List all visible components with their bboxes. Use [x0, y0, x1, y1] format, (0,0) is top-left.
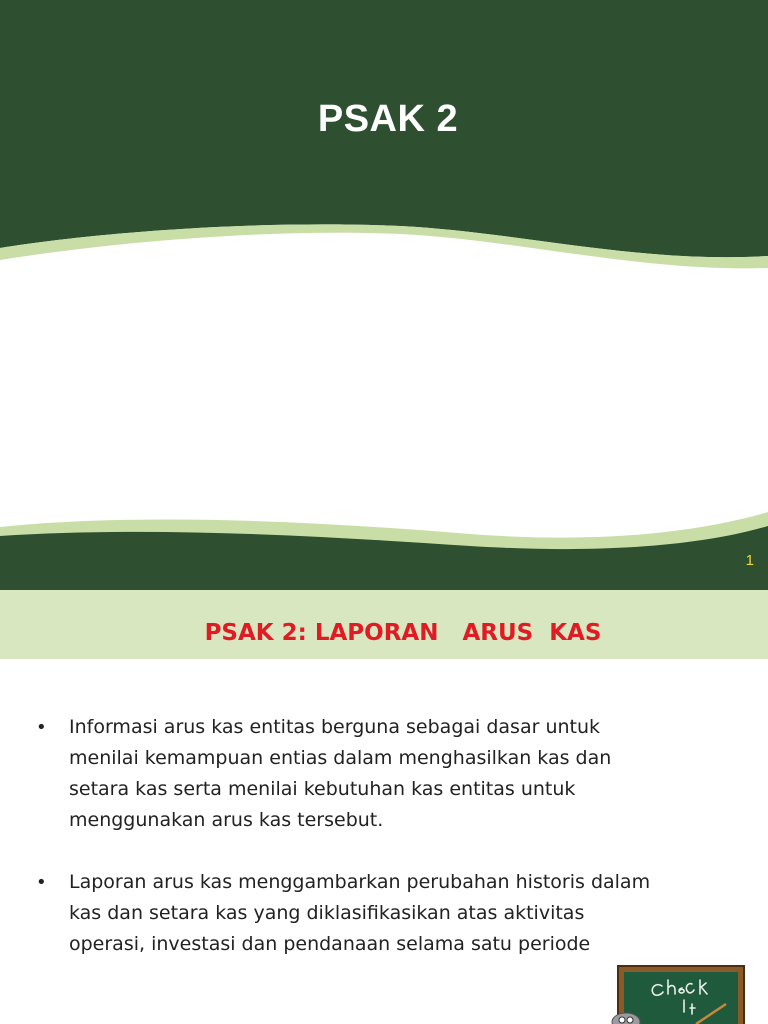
slide-heading: PSAK 2: LAPORAN ARUS KAS — [204, 620, 602, 646]
list-item — [36, 867, 656, 960]
bullet-text: Informasi arus kas entitas berguna sebagai dasar untuk menilai kemampuan entias dalam menghasilkan kas dan setara kas serta menilai kebutuhan kas entitas untuk menggunakan arus kas tersebut. — [69, 716, 612, 831]
content-slide — [0, 590, 768, 1024]
page-number: 1 — [745, 552, 754, 569]
bullet-list — [36, 712, 656, 991]
title-banner — [0, 590, 768, 659]
chalkboard-check-it-icon — [600, 964, 768, 1024]
list-item — [36, 712, 656, 836]
bullet-text: Laporan arus kas menggambarkan perubahan historis dalam kas dan setara kas yang diklasifikasikan atas aktivitas operasi, investasi dan pendanaan selama satu periode — [69, 871, 651, 955]
bullet-icon: • — [36, 872, 47, 893]
slide-title: PSAK 2 — [317, 98, 459, 140]
bullet-icon: • — [36, 717, 47, 738]
